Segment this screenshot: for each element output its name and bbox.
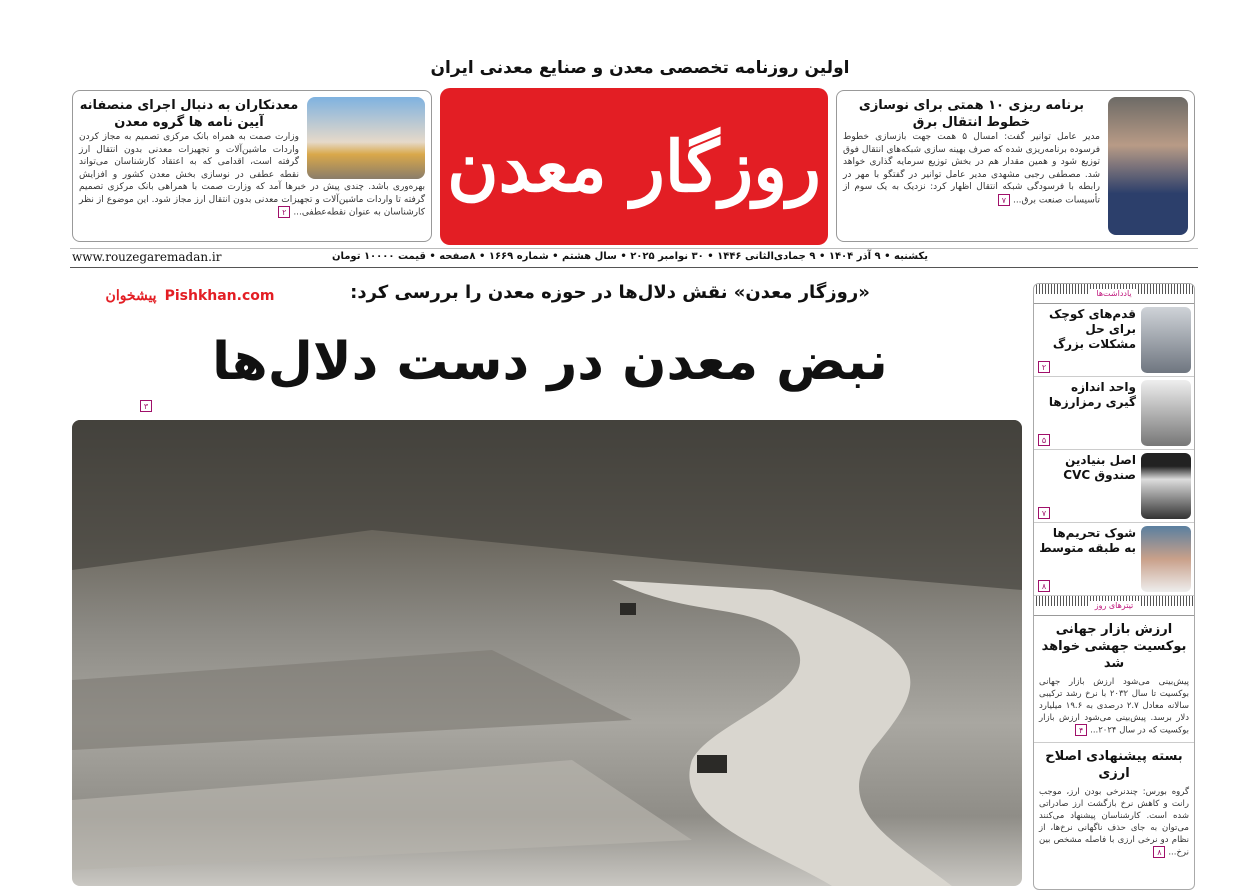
page-ref: ۷ [998, 194, 1010, 206]
news-header [1034, 596, 1194, 616]
news-item[interactable] [1034, 616, 1194, 743]
page-ref: ۴ [1075, 724, 1087, 736]
opinion-title: واحد اندازه گیری رمزارزها [1048, 380, 1136, 409]
news-text: پیش‌بینی می‌شود ارزش بازار جهانی بوکسیت تا سال ۲۰۳۲ با نرخ رشد ترکیبی سالانه معادل ۲.۷ درصدی به ۱۹.۶ میلیارد دلار برسد. پیش‌بینی می‌شود ارزش بازار بوکسیت که در سال ۲۰۲۴... [1039, 677, 1190, 736]
opinion-item[interactable] [1034, 450, 1194, 523]
author-photo [1141, 453, 1191, 519]
open-pit-mine-photo [72, 420, 1022, 886]
page-ref: ۲ [278, 206, 290, 218]
right-sidebar [1033, 283, 1195, 890]
author-photo [1141, 380, 1191, 446]
slogan: اولین روزنامه تخصصی معدن و صنایع معدنی ایران [430, 58, 850, 78]
mining-truck-photo [307, 97, 425, 179]
teaser-title: معدنکاران به دنبال اجرای منصفانه آیین نامه ها گروه معدن [79, 98, 299, 130]
logo-text: روزگار معدن [447, 125, 821, 208]
kicker: «روزگار معدن» نقش دلال‌ها در حوزه معدن را بررسی کرد: [350, 282, 870, 303]
section-label: تیترهای روز [1089, 601, 1140, 610]
left-teaser-box[interactable] [72, 90, 432, 242]
watermark-fa: پیشخوان [105, 288, 157, 304]
masthead-logo [440, 88, 828, 245]
issue-info: یکشنبه • ۹ آذر ۱۴۰۴ • ۹ جمادی‌الثانی ۱۴۴۶ • ۳۰ نوامبر ۲۰۲۵ • سال هشتم • شماره ۱۶۶۹ • ۸صفحه • قیمت ۱۰۰۰۰ تومان [331, 251, 928, 262]
opinion-title: قدم‌های کوچک برای حل مشکلات بزرگ [1048, 307, 1136, 351]
mine-illustration [72, 420, 1022, 886]
opinion-title: اصل بنیادین صندوق CVC [1063, 453, 1136, 482]
news-body [1039, 676, 1189, 737]
news-text: گروه بورس: چندنرخی بودن ارز، موجب رانت و کاهش نرخ بازگشت ارز صادراتی شده است. کارشناسان پیشنهاد می‌کنند می‌توان به جای حذف ناگهانی نرخ‌ها، از نظام دو نرخی ارزی با فاصله مشخص بین نرخ... [1039, 786, 1189, 857]
opinions-header [1034, 284, 1194, 304]
page-ref: ۸ [1038, 580, 1050, 592]
page-ref: ۵ [1038, 434, 1050, 446]
opinion-item[interactable] [1034, 523, 1194, 596]
page-ref: ۷ [1038, 507, 1050, 519]
dateline-bar [70, 248, 1198, 268]
main-headline[interactable]: نبض معدن در دست دلال‌ها [212, 332, 888, 392]
news-title: بسته پیشنهادی اصلاح ارزی [1045, 748, 1183, 781]
website-link[interactable]: www.rouzegaremadan.ir [72, 250, 222, 264]
author-photo [1141, 307, 1191, 373]
teaser-text: مدیر عامل توانیر گفت: امسال ۵ همت جهت بازسازی خطوط فرسوده برنامه‌ریزی شده که صرف بهینه سازی شبکه‌های انتقال فوق توزیع شود و همین مقدار هم در بخش توزیع سرمایه گذاری خواهد شد. مصطفی رجبی مشهدی مدیر عامل توانیر در گفتگو با مهر در رابطه با فرسودگی شبکه انتقال اظهار کرد: نزدیک به یک سوم از تأسیسات صنعت برق... [843, 132, 1101, 205]
page-ref: ۲ [1038, 361, 1050, 373]
portrait-photo [1108, 97, 1188, 235]
page-ref: ۸ [1153, 846, 1165, 858]
opinion-item[interactable] [1034, 304, 1194, 377]
news-body [1039, 786, 1189, 859]
teaser-text: وزارت صمت به همراه بانک مرکزی تصمیم به مجاز کردن واردات ماشین‌آلات و تجهیزات معدنی بدون انتقال ارز گرفته است، اقدامی که به اعتقاد کارشناسان می‌تواند نقطه عطفی در نوسازی بخش معدن کشور و افزایش بهره‌وری باشد. چندی پیش در خبرها آمد که وزارت صمت با همراهی بانک مرکزی تصمیم گرفته تا واردات ماشین‌آلات و تجهیزات معدنی بدون انتقال ارز مجاز شود. این موضوع از نظر کارشناسان به عنوان نقطه‌عطفی... [79, 132, 425, 218]
opinion-title: شوک تحریم‌ها به طبقه متوسط [1039, 526, 1136, 555]
teaser-title: برنامه ریزی ۱۰ همتی برای نوسازی خطوط انتقال برق [858, 98, 1085, 130]
watermark-en: Pishkhan.com [164, 288, 275, 304]
right-teaser-box[interactable] [836, 90, 1195, 242]
news-title: ارزش بازار جهانی بوکسیت جهشی خواهد شد [1041, 622, 1187, 671]
page-ref: ۳ [140, 400, 152, 412]
author-photo [1141, 526, 1191, 592]
opinion-item[interactable] [1034, 377, 1194, 450]
news-item[interactable] [1034, 743, 1194, 864]
section-label: یادداشت‌ها [1090, 289, 1137, 298]
